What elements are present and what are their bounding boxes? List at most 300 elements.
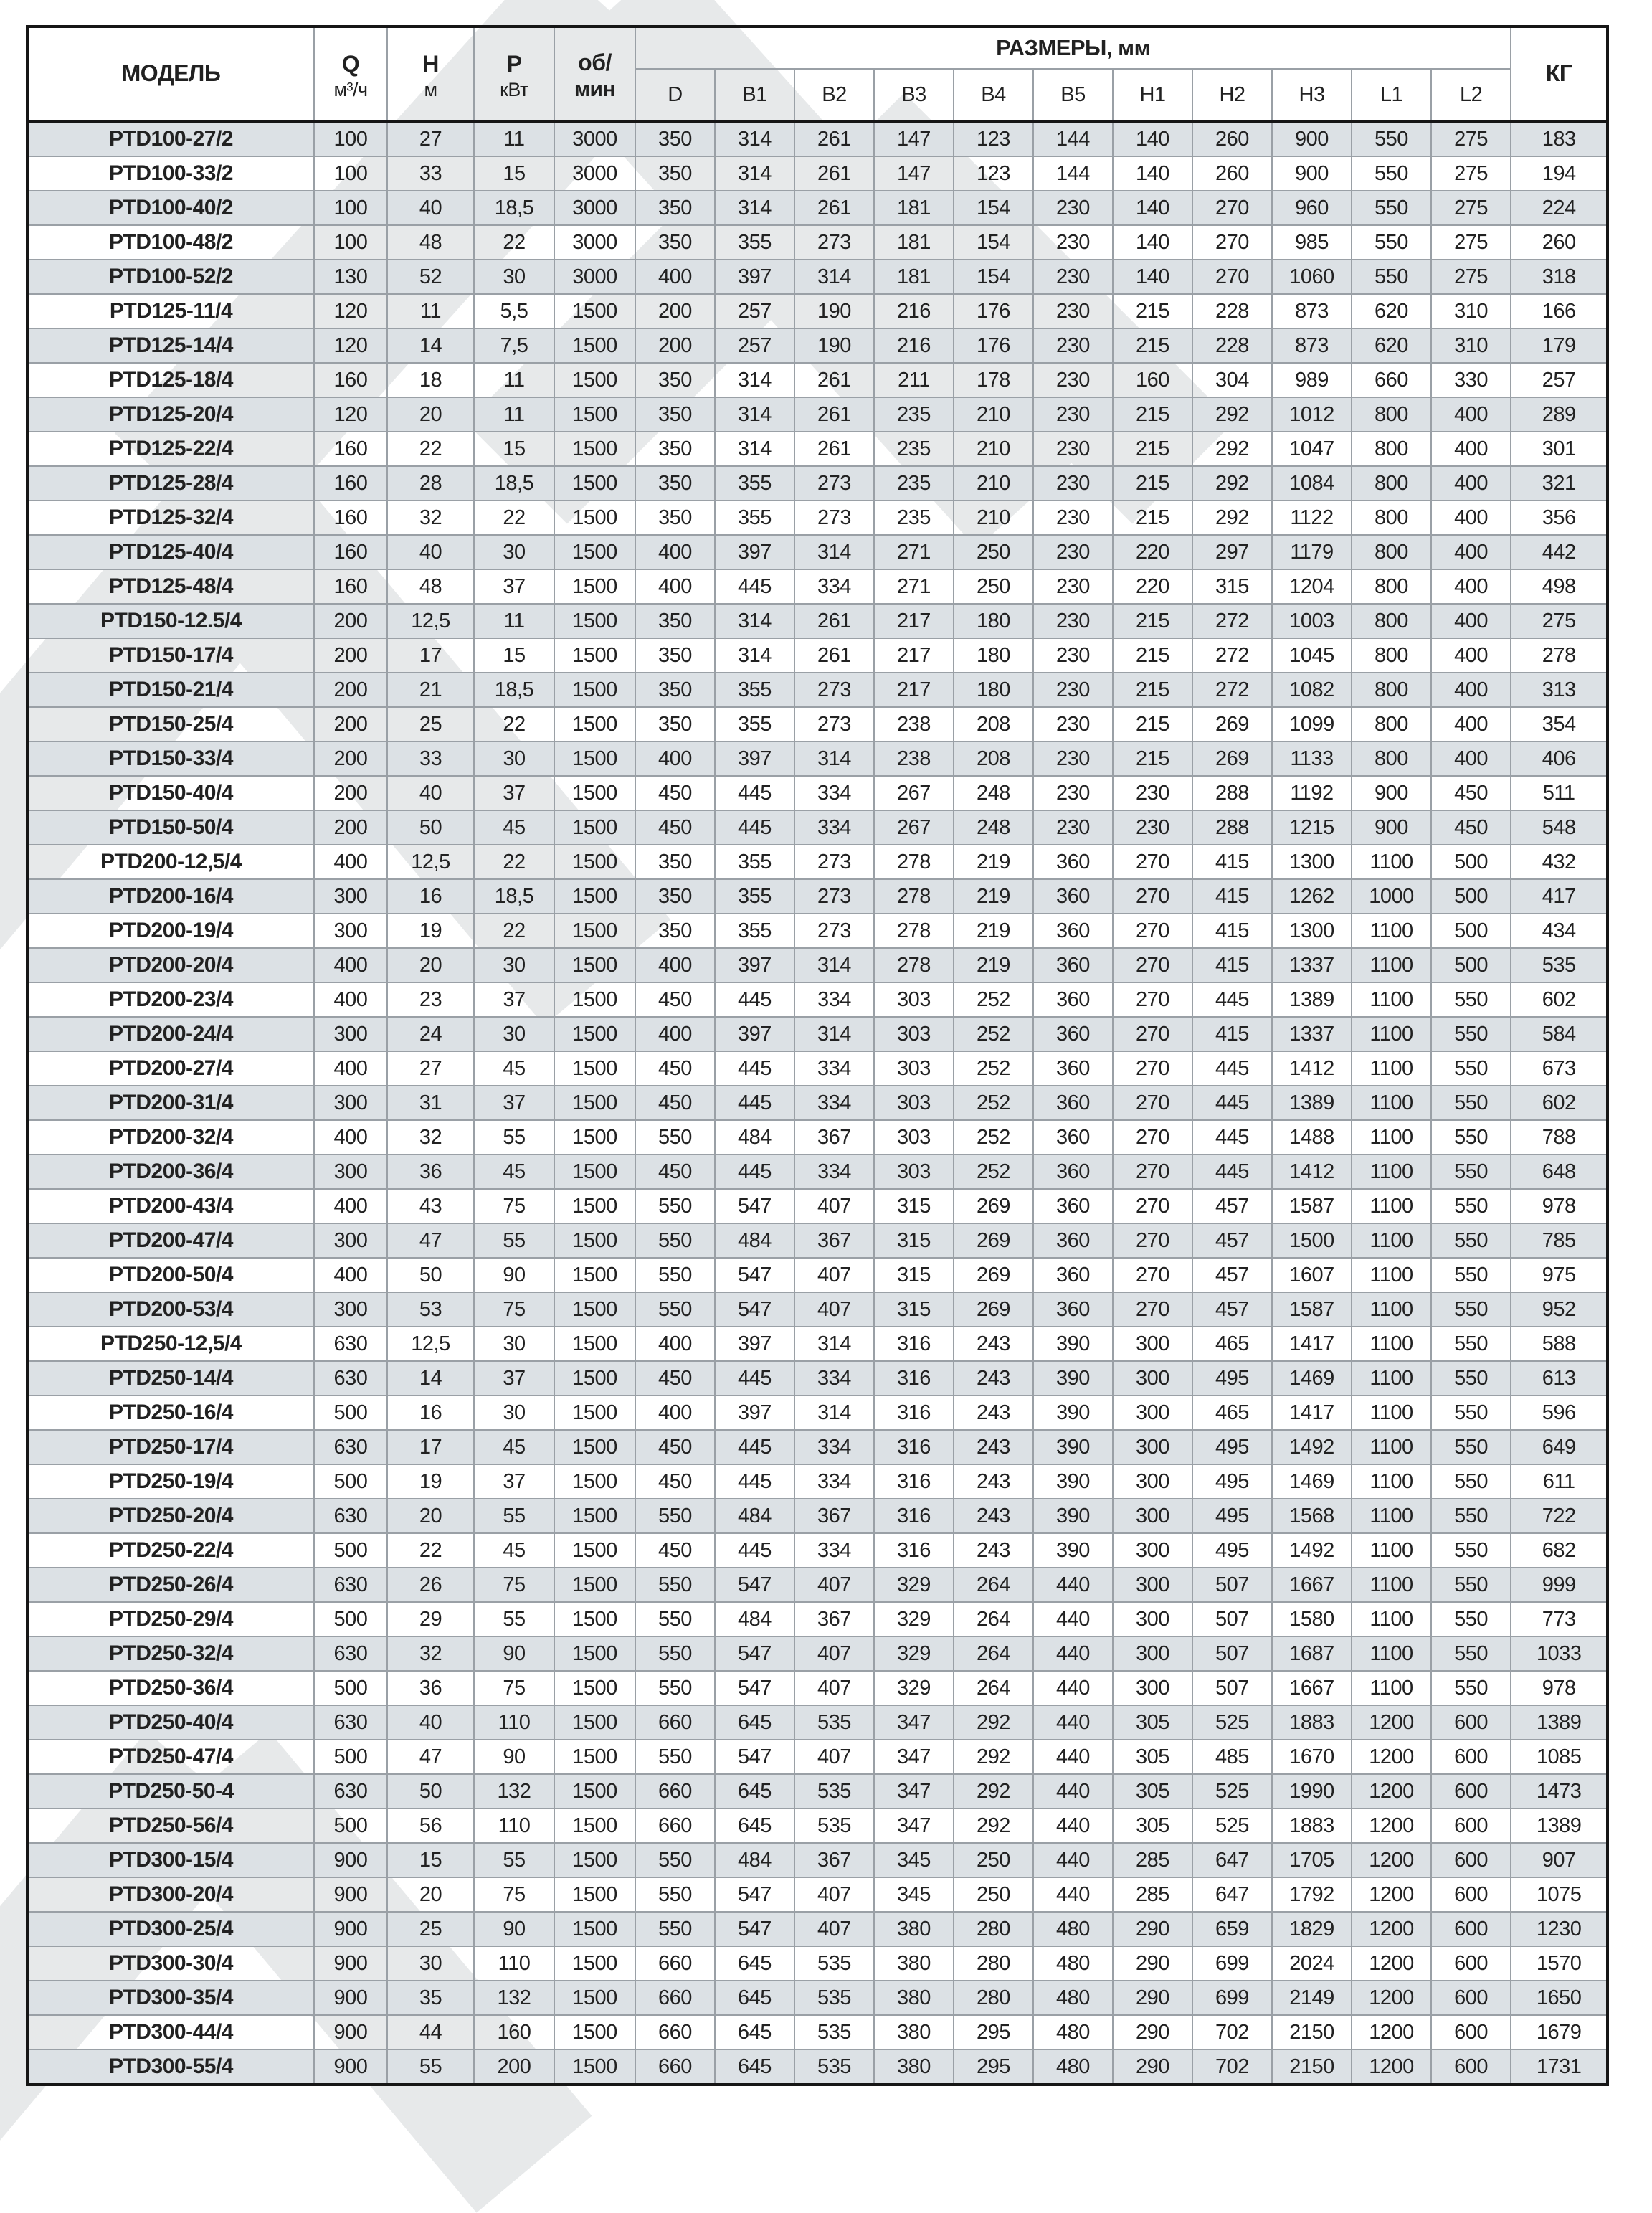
cell-L2: 600 [1431,1774,1511,1809]
cell-H2: 269 [1192,741,1272,776]
cell-B2: 190 [794,294,874,328]
cell-B3: 181 [874,260,954,294]
cell-kg: 975 [1511,1258,1608,1292]
cell-H1: 305 [1113,1809,1192,1843]
cell-L1: 1100 [1352,1086,1431,1120]
cell-H2: 702 [1192,2049,1272,2085]
cell-B5: 480 [1033,2049,1113,2085]
cell-H1: 140 [1113,156,1192,191]
cell-L1: 1200 [1352,1774,1431,1809]
cell-L2: 275 [1431,260,1511,294]
cell-B5: 390 [1033,1533,1113,1568]
cell-H3: 1990 [1272,1774,1352,1809]
cell-model: PTD300-30/4 [27,1946,314,1981]
cell-L2: 600 [1431,1946,1511,1981]
cell-model: PTD250-36/4 [27,1671,314,1705]
cell-B4: 154 [954,191,1033,225]
cell-L2: 450 [1431,776,1511,810]
cell-q: 400 [314,845,387,879]
table-row [27,810,1608,845]
cell-p: 132 [474,1774,554,1809]
cell-B3: 329 [874,1602,954,1636]
cell-L2: 550 [1431,1636,1511,1671]
cell-B3: 347 [874,1740,954,1774]
cell-h: 48 [387,225,474,260]
cell-B4: 250 [954,1877,1033,1912]
col-header-L2: L2 [1431,69,1511,121]
cell-B4: 210 [954,466,1033,501]
cell-B1: 397 [715,741,794,776]
cell-h: 15 [387,1843,474,1877]
cell-B4: 219 [954,948,1033,982]
cell-L2: 550 [1431,1361,1511,1395]
cell-L2: 400 [1431,604,1511,638]
cell-model: PTD250-40/4 [27,1705,314,1740]
cell-B1: 397 [715,1327,794,1361]
cell-kg: 1473 [1511,1774,1608,1809]
cell-L1: 800 [1352,707,1431,741]
cell-D: 550 [635,1671,715,1705]
cell-h: 52 [387,260,474,294]
cell-H2: 292 [1192,397,1272,432]
cell-B1: 547 [715,1636,794,1671]
cell-q: 400 [314,1051,387,1086]
cell-kg: 535 [1511,948,1608,982]
cell-rpm: 1500 [554,741,635,776]
cell-h: 27 [387,1051,474,1086]
table-row [27,535,1608,569]
cell-B1: 645 [715,1809,794,1843]
cell-B3: 303 [874,1017,954,1051]
cell-rpm: 1500 [554,432,635,466]
cell-model: PTD150-12.5/4 [27,604,314,638]
cell-H1: 285 [1113,1877,1192,1912]
table-row [27,1912,1608,1946]
cell-B1: 645 [715,1946,794,1981]
cell-B3: 147 [874,121,954,156]
cell-B4: 252 [954,1017,1033,1051]
cell-B5: 360 [1033,1258,1113,1292]
cell-H3: 1829 [1272,1912,1352,1946]
cell-h: 18 [387,363,474,397]
cell-q: 500 [314,1533,387,1568]
cell-H1: 300 [1113,1430,1192,1464]
cell-L2: 400 [1431,707,1511,741]
cell-H2: 288 [1192,776,1272,810]
cell-B1: 645 [715,2049,794,2085]
cell-H2: 272 [1192,604,1272,638]
cell-B2: 190 [794,328,874,363]
cell-H2: 507 [1192,1636,1272,1671]
cell-B4: 123 [954,121,1033,156]
cell-B3: 278 [874,914,954,948]
cell-rpm: 1500 [554,845,635,879]
cell-rpm: 1500 [554,1774,635,1809]
cell-H2: 457 [1192,1223,1272,1258]
cell-H3: 1262 [1272,879,1352,914]
cell-model: PTD300-25/4 [27,1912,314,1946]
cell-p: 22 [474,225,554,260]
cell-p: 75 [474,1568,554,1602]
cell-kg: 773 [1511,1602,1608,1636]
cell-h: 25 [387,707,474,741]
cell-D: 350 [635,191,715,225]
cell-D: 450 [635,1430,715,1464]
cell-B5: 230 [1033,225,1113,260]
cell-B1: 645 [715,2015,794,2049]
cell-q: 160 [314,535,387,569]
cell-L2: 400 [1431,501,1511,535]
cell-B3: 267 [874,776,954,810]
table-row [27,1877,1608,1912]
cell-L1: 800 [1352,604,1431,638]
cell-B5: 480 [1033,2015,1113,2049]
cell-D: 350 [635,638,715,673]
cell-H1: 300 [1113,1602,1192,1636]
cell-B5: 230 [1033,673,1113,707]
cell-p: 45 [474,1155,554,1189]
cell-B2: 273 [794,466,874,501]
cell-H2: 525 [1192,1809,1272,1843]
cell-L1: 1100 [1352,1671,1431,1705]
cell-L2: 550 [1431,1568,1511,1602]
cell-H2: 415 [1192,879,1272,914]
cell-B2: 314 [794,1017,874,1051]
cell-model: PTD100-52/2 [27,260,314,294]
cell-q: 200 [314,707,387,741]
cell-H3: 1488 [1272,1120,1352,1155]
cell-model: PTD125-32/4 [27,501,314,535]
cell-B3: 380 [874,1912,954,1946]
cell-rpm: 1500 [554,2015,635,2049]
cell-H1: 140 [1113,260,1192,294]
cell-L2: 600 [1431,1877,1511,1912]
cell-H3: 1060 [1272,260,1352,294]
cell-kg: 354 [1511,707,1608,741]
cell-B1: 547 [715,1292,794,1327]
cell-H2: 647 [1192,1877,1272,1912]
col-header-p [474,27,554,121]
col-group-dimensions: РАЗМЕРЫ, мм [635,27,1511,69]
cell-B3: 181 [874,191,954,225]
cell-q: 300 [314,1086,387,1120]
cell-B4: 252 [954,1155,1033,1189]
cell-D: 450 [635,1464,715,1499]
cell-model: PTD200-32/4 [27,1120,314,1155]
cell-H1: 300 [1113,1361,1192,1395]
cell-B4: 219 [954,845,1033,879]
cell-q: 900 [314,1912,387,1946]
cell-B5: 360 [1033,1155,1113,1189]
cell-H1: 215 [1113,328,1192,363]
cell-p: 11 [474,604,554,638]
cell-L2: 550 [1431,1292,1511,1327]
cell-H1: 300 [1113,1671,1192,1705]
cell-p: 18,5 [474,673,554,707]
cell-rpm: 1500 [554,1051,635,1086]
cell-B2: 367 [794,1602,874,1636]
cell-B2: 334 [794,1361,874,1395]
cell-B1: 445 [715,1464,794,1499]
col-header-B2: B2 [794,69,874,121]
cell-B2: 407 [794,1568,874,1602]
cell-L2: 500 [1431,879,1511,914]
cell-B3: 303 [874,982,954,1017]
cell-B2: 407 [794,1740,874,1774]
cell-H2: 507 [1192,1671,1272,1705]
cell-H1: 215 [1113,741,1192,776]
cell-B3: 316 [874,1361,954,1395]
p-unit: кВт [500,78,528,100]
cell-q: 900 [314,1843,387,1877]
cell-rpm: 1500 [554,879,635,914]
p-symbol: Р [506,51,522,77]
cell-B5: 360 [1033,845,1113,879]
table-row [27,1671,1608,1705]
cell-L2: 550 [1431,1602,1511,1636]
cell-B1: 484 [715,1223,794,1258]
cell-B1: 547 [715,1671,794,1705]
cell-rpm: 1500 [554,1705,635,1740]
cell-h: 17 [387,638,474,673]
cell-H1: 215 [1113,673,1192,707]
cell-H3: 1192 [1272,776,1352,810]
cell-B1: 355 [715,225,794,260]
cell-model: PTD300-35/4 [27,1981,314,2015]
cell-H2: 445 [1192,982,1272,1017]
cell-q: 400 [314,948,387,982]
cell-B5: 360 [1033,1017,1113,1051]
cell-B4: 208 [954,707,1033,741]
cell-kg: 1389 [1511,1809,1608,1843]
h-unit: м [424,78,437,100]
cell-H1: 140 [1113,191,1192,225]
cell-kg: 432 [1511,845,1608,879]
cell-L2: 450 [1431,810,1511,845]
cell-H2: 272 [1192,638,1272,673]
cell-B5: 230 [1033,328,1113,363]
cell-kg: 417 [1511,879,1608,914]
cell-B3: 238 [874,741,954,776]
cell-h: 33 [387,156,474,191]
cell-H2: 270 [1192,191,1272,225]
cell-H3: 1179 [1272,535,1352,569]
cell-B1: 314 [715,121,794,156]
cell-model: PTD250-12,5/4 [27,1327,314,1361]
cell-model: PTD300-55/4 [27,2049,314,2085]
cell-B2: 261 [794,191,874,225]
cell-B3: 347 [874,1809,954,1843]
cell-H2: 525 [1192,1705,1272,1740]
cell-q: 100 [314,191,387,225]
cell-H2: 507 [1192,1602,1272,1636]
cell-B5: 360 [1033,1189,1113,1223]
cell-H2: 495 [1192,1430,1272,1464]
table-row [27,397,1608,432]
cell-h: 56 [387,1809,474,1843]
cell-D: 450 [635,1086,715,1120]
cell-L2: 550 [1431,1017,1511,1051]
cell-B5: 144 [1033,121,1113,156]
cell-B1: 484 [715,1843,794,1877]
cell-B3: 303 [874,1086,954,1120]
cell-B2: 334 [794,776,874,810]
cell-kg: 166 [1511,294,1608,328]
cell-B2: 314 [794,948,874,982]
cell-L1: 800 [1352,673,1431,707]
cell-h: 50 [387,1774,474,1809]
cell-B3: 217 [874,673,954,707]
cell-h: 14 [387,1361,474,1395]
cell-H1: 300 [1113,1533,1192,1568]
cell-D: 350 [635,121,715,156]
cell-p: 30 [474,260,554,294]
cell-B1: 355 [715,466,794,501]
cell-H3: 985 [1272,225,1352,260]
cell-B5: 230 [1033,535,1113,569]
cell-B2: 407 [794,1258,874,1292]
cell-H2: 485 [1192,1740,1272,1774]
table-row [27,328,1608,363]
cell-rpm: 1500 [554,1155,635,1189]
cell-q: 200 [314,673,387,707]
cell-p: 37 [474,1361,554,1395]
cell-B3: 278 [874,879,954,914]
cell-q: 120 [314,328,387,363]
table-row [27,1464,1608,1499]
cell-rpm: 1500 [554,1395,635,1430]
cell-q: 630 [314,1499,387,1533]
cell-B3: 315 [874,1292,954,1327]
cell-B1: 445 [715,982,794,1017]
cell-B1: 445 [715,1086,794,1120]
cell-H3: 1667 [1272,1568,1352,1602]
cell-L2: 275 [1431,121,1511,156]
cell-B4: 248 [954,810,1033,845]
cell-B4: 248 [954,776,1033,810]
cell-h: 16 [387,879,474,914]
cell-H3: 1047 [1272,432,1352,466]
cell-H3: 2150 [1272,2049,1352,2085]
cell-B1: 645 [715,1981,794,2015]
cell-L2: 550 [1431,1430,1511,1464]
table-row [27,707,1608,741]
cell-B5: 230 [1033,707,1113,741]
cell-L1: 1100 [1352,1017,1431,1051]
cell-B4: 210 [954,501,1033,535]
cell-q: 500 [314,1740,387,1774]
cell-B3: 278 [874,845,954,879]
cell-B2: 334 [794,982,874,1017]
cell-B3: 316 [874,1430,954,1464]
cell-L1: 1100 [1352,1155,1431,1189]
cell-rpm: 3000 [554,121,635,156]
q-symbol: Q [341,51,360,77]
cell-B2: 314 [794,260,874,294]
cell-B4: 123 [954,156,1033,191]
col-header-kg: КГ [1511,27,1608,121]
cell-p: 37 [474,776,554,810]
cell-L2: 600 [1431,1740,1511,1774]
cell-H3: 1670 [1272,1740,1352,1774]
cell-L2: 550 [1431,1533,1511,1568]
cell-rpm: 1500 [554,466,635,501]
cell-H1: 230 [1113,776,1192,810]
cell-h: 22 [387,432,474,466]
cell-B1: 445 [715,1051,794,1086]
cell-q: 630 [314,1774,387,1809]
table-row [27,260,1608,294]
cell-q: 400 [314,982,387,1017]
cell-model: PTD100-27/2 [27,121,314,156]
cell-B3: 211 [874,363,954,397]
table-row [27,879,1608,914]
cell-B2: 367 [794,1120,874,1155]
cell-B2: 334 [794,1533,874,1568]
cell-B3: 271 [874,535,954,569]
col-header-D: D [635,69,715,121]
cell-D: 550 [635,1912,715,1946]
cell-p: 37 [474,1464,554,1499]
cell-p: 37 [474,569,554,604]
cell-kg: 313 [1511,673,1608,707]
cell-B2: 334 [794,1051,874,1086]
cell-kg: 611 [1511,1464,1608,1499]
cell-H1: 305 [1113,1740,1192,1774]
cell-H3: 900 [1272,156,1352,191]
cell-B3: 316 [874,1395,954,1430]
cell-q: 500 [314,1395,387,1430]
cell-B2: 273 [794,501,874,535]
cell-H1: 300 [1113,1568,1192,1602]
cell-kg: 588 [1511,1327,1608,1361]
table-row [27,1740,1608,1774]
cell-B3: 235 [874,432,954,466]
cell-D: 400 [635,569,715,604]
cell-q: 200 [314,741,387,776]
cell-B3: 347 [874,1705,954,1740]
cell-q: 630 [314,1361,387,1395]
cell-model: PTD125-11/4 [27,294,314,328]
cell-h: 47 [387,1740,474,1774]
cell-h: 26 [387,1568,474,1602]
cell-H3: 873 [1272,328,1352,363]
cell-H2: 315 [1192,569,1272,604]
cell-L2: 550 [1431,1223,1511,1258]
q-unit: м³/ч [333,78,368,100]
cell-B4: 180 [954,673,1033,707]
cell-D: 350 [635,156,715,191]
cell-rpm: 1500 [554,638,635,673]
cell-L1: 550 [1352,191,1431,225]
cell-model: PTD250-19/4 [27,1464,314,1499]
cell-rpm: 1500 [554,2049,635,2085]
cell-B3: 217 [874,604,954,638]
cell-H1: 270 [1113,1292,1192,1327]
table-row [27,569,1608,604]
cell-B3: 238 [874,707,954,741]
cell-rpm: 1500 [554,1327,635,1361]
cell-L1: 1100 [1352,914,1431,948]
cell-rpm: 1500 [554,569,635,604]
cell-p: 22 [474,707,554,741]
cell-H1: 290 [1113,1981,1192,2015]
cell-H2: 699 [1192,1946,1272,1981]
cell-H2: 647 [1192,1843,1272,1877]
cell-model: PTD250-16/4 [27,1395,314,1430]
cell-model: PTD125-28/4 [27,466,314,501]
cell-B3: 267 [874,810,954,845]
